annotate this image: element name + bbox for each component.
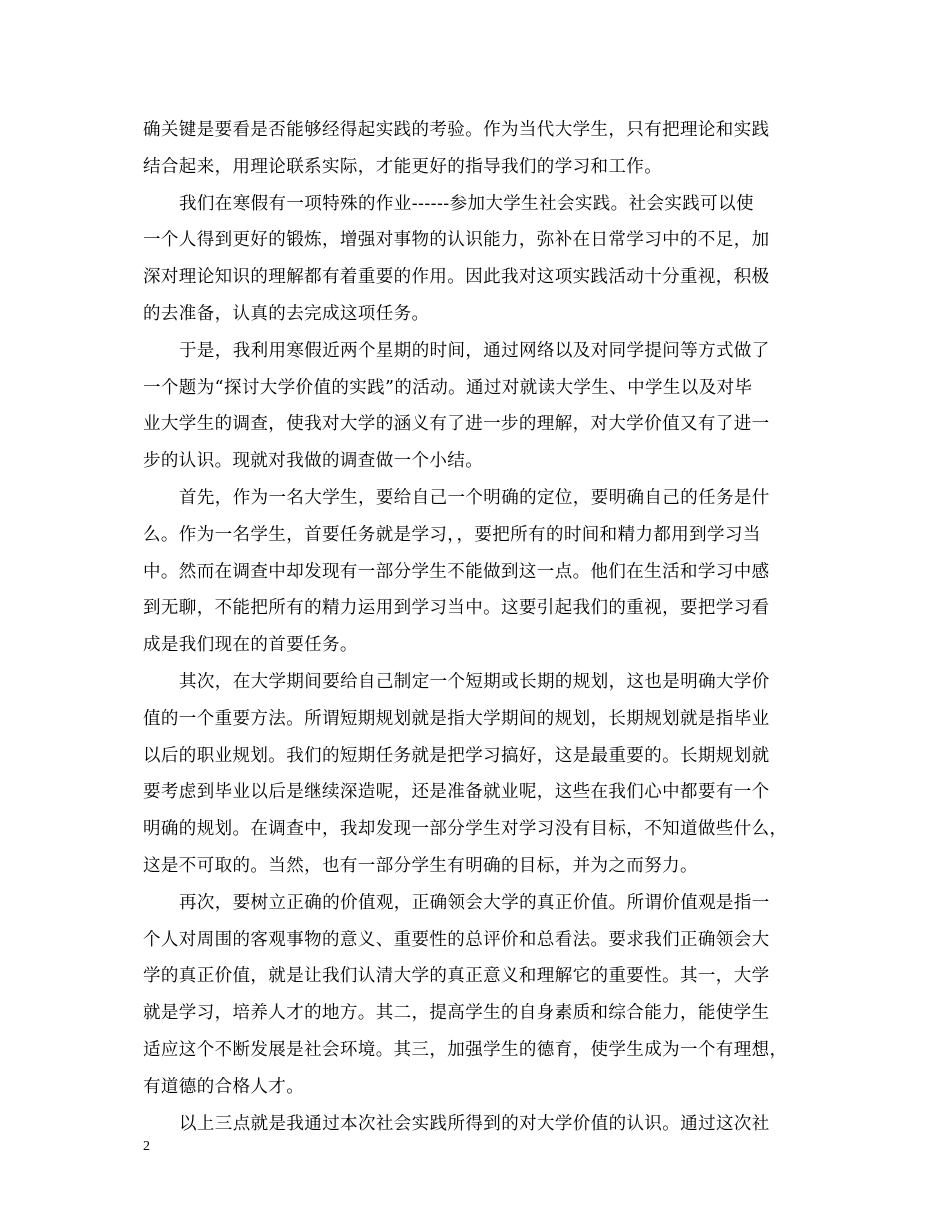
- text-line: 业大学生的调查，使我对大学的涵义有了进一步的理解，对大学价值又有了进一: [143, 414, 770, 435]
- text-line: 到无聊，不能把所有的精力运用到学习当中。这要引起我们的重视，要把学习看: [143, 598, 770, 619]
- text-line: 一个人得到更好的锻炼，增强对事物的认识能力，弥补在日常学习中的不足，加: [143, 230, 770, 251]
- text-line: 确关键是要看是否能够经得起实践的考验。作为当代大学生，只有把理论和实践: [143, 120, 770, 140]
- text-line: 深对理论知识的理解都有着重要的作用。因此我对这项实践活动十分重视，积极: [143, 267, 770, 288]
- text-line: 其次，在大学期间要给自己制定一个短期或长期的规划，这也是明确大学价: [179, 671, 770, 692]
- text-line: 么。作为一名学生，首要任务就是学习，，要把所有的时间和精力都用到学习当: [143, 524, 761, 545]
- text-line: 要考虑到毕业以后是继续深造呢，还是准备就业呢，这些在我们心中都要有一个: [143, 782, 770, 803]
- text-line: 中。然而在调查中却发现有一部分学生不能做到这一点。他们在生活和学习中感: [143, 561, 770, 582]
- text-line: 的去准备，认真的去完成这项任务。: [143, 303, 430, 324]
- text-line: 学的真正价值，就是让我们认清大学的真正意义和理解它的重要性。其一，大学: [143, 966, 770, 987]
- text-line: 首先，作为一名大学生，要给自己一个明确的定位，要明确自己的任务是什: [179, 487, 770, 508]
- text-line: 以上三点就是我通过本次社会实践所得到的对大学价值的认识。通过这次社: [179, 1113, 770, 1134]
- page-number: 2: [143, 1139, 150, 1154]
- text-line: 就是学习，培养人才的地方。其二，提高学生的自身素质和综合能力，能使学生: [143, 1003, 770, 1024]
- text-line: 适应这个不断发展是社会环境。其三，加强学生的德育，使学生成为一个有理想，: [143, 1039, 788, 1060]
- text-line: 明确的规划。在调查中，我却发现一部分学生对学习没有目标，不知道做些什么，: [143, 819, 788, 840]
- text-line: 一个题为“探讨大学价值的实践”的活动。通过对就读大学生、中学生以及对毕: [143, 377, 753, 398]
- text-line: 步的认识。现就对我做的调查做一个小结。: [143, 451, 484, 472]
- text-line: 于是，我利用寒假近两个星期的时间，通过网络以及对同学提问等方式做了: [179, 340, 770, 361]
- body-text: [143, 112, 811, 1142]
- text-line: 以后的职业规划。我们的短期任务就是把学习搞好，这是最重要的。长期规划就: [143, 745, 770, 766]
- text-line: 有道德的合格人才。: [143, 1076, 305, 1097]
- text-line: 结合起来，用理论联系实际，才能更好的指导我们的学习和工作。: [143, 156, 663, 177]
- text-line: 我们在寒假有一项特殊的作业------参加大学生社会实践。社会实践可以使: [179, 193, 754, 214]
- text-line: 成是我们现在的首要任务。: [143, 635, 358, 656]
- text-line: 这是不可取的。当然，也有一部分学生有明确的目标，并为之而努力。: [143, 855, 698, 876]
- text-line: 再次，要树立正确的价值观，正确领会大学的真正价值。所谓价值观是指一: [179, 892, 770, 913]
- text-line: 个人对周围的客观事物的意义、重要性的总评价和总看法。要求我们正确领会大: [143, 929, 770, 950]
- text-line: 值的一个重要方法。所谓短期规划就是指大学期间的规划，长期规划就是指毕业: [143, 708, 770, 729]
